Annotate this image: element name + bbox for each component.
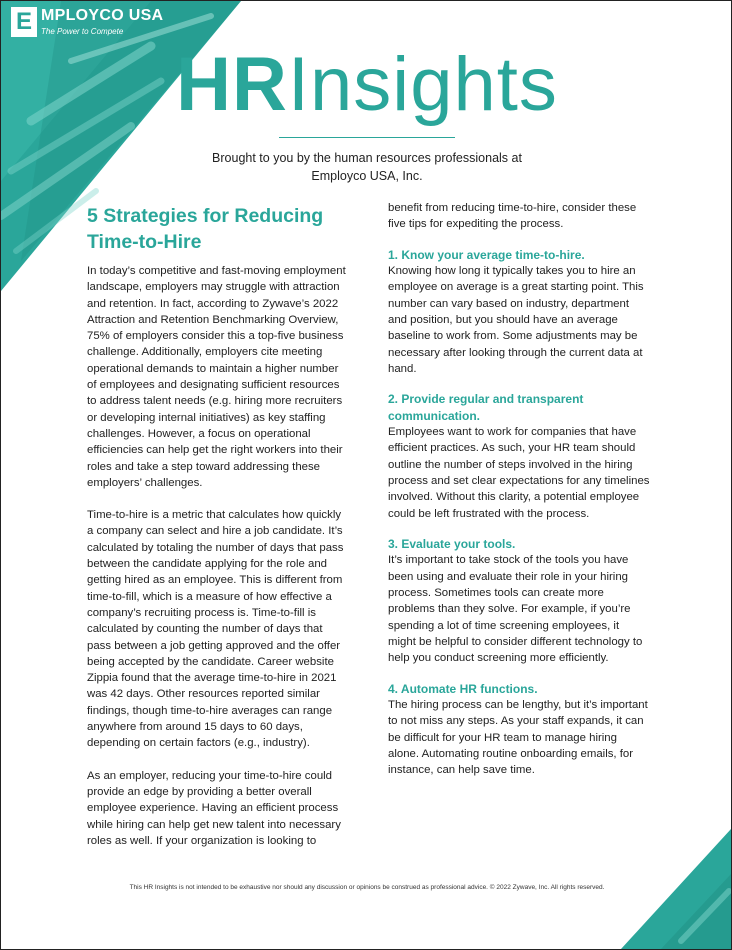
- right-column: [388, 200, 650, 779]
- logo-tagline: The Power to Compete: [41, 27, 124, 36]
- section-body: The hiring process can be lengthy, but it’s important to not miss any steps. As your staff expands, it can be difficult for your HR team to manage hiring alone. Automating routine onboarding emails, for instance, can help save time.: [388, 699, 648, 777]
- masthead-divider: [279, 137, 455, 138]
- section-heading: 4. Automate HR functions.: [388, 681, 538, 696]
- employco-logo: [11, 7, 163, 37]
- footer-disclaimer: This HR Insights is not intended to be exhaustive nor should any discussion or opinions be construed as professional advice. © 2022 Zywave, Inc. All rights reserved.: [129, 884, 605, 891]
- section-body: Knowing how long it typically takes you to hire an employee on average is a great starting point. This number can vary based on industry, department and position, but you should have an average baseline to work from. Some adjustments may be necessary after looking through the current data at hand.: [388, 265, 644, 375]
- intro-paragraph: In today’s competitive and fast-moving employment landscape, employers may struggle with attraction and retention. In fact, according to Zywave’s 2022 Attraction and Retention Benchmarking Overview, 75% of employers consider this a top-five business challenge. Additionally, employers cite meeting operational demands to maintain a higher number of employees and designating sufficient resources to address talent needs (e.g. hiring more recruiters or developing internal initiatives) as key staffing challenges. However, a focus on operational efficiencies can help get the right workers into their roles and take a step toward addressing these employers’ challenges.: [87, 265, 346, 489]
- continuation-paragraph: benefit from reducing time-to-hire, consider these five tips for expediting the process.: [388, 202, 637, 231]
- section-4: [388, 681, 650, 779]
- article-title: 5 Strategies for Reducing Time-to-Hire: [87, 205, 324, 253]
- masthead-light: Insights: [287, 42, 558, 127]
- section-body: It’s important to take stock of the tools you have been using and evaluate their role in your hiring process. Sometimes tools can create more problems than they solve. For example, if you’re spending a lot of time screening employees, it might be helpful to consider different technology to help you conduct screening more efficiently.: [388, 554, 643, 665]
- section-1: [388, 247, 650, 378]
- section-heading: 1. Know your average time-to-hire.: [388, 247, 585, 262]
- time-to-hire-paragraph: Time-to-hire is a metric that calculates how quickly a company can select and hire a job candidate. It’s calculated by totaling the number of days that pass between the candidate applying for the role and getting hired as an employee. This is different from time-to-fill, which is a measure of how effective a company’s recruiting process is. Time-to-fill is calculated by counting the number of days that pass between a job getting approved and the offer being accepted by the candidate. Career website Zippia found that the average time-to-hire in 2021 was 42 days. Other resources reported similar findings, though time-to-hire averages can range anywhere from around 15 days to 60 days, depending on certain factors (e.g., industry).: [87, 509, 344, 750]
- masthead-bold: HR: [176, 42, 288, 127]
- logo-company-name: MPLOYCO USA: [41, 7, 164, 24]
- section-body: Employees want to work for companies that have efficient practices. As such, your HR team should outline the number of steps involved in the hiring process and set clear expectations for any timelines involved. Without this clarity, a potential employee could be left frustrated with the process.: [388, 426, 650, 520]
- section-heading: 2. Provide regular and transparent communication.: [388, 392, 584, 423]
- section-2: [388, 391, 650, 522]
- byline-line-1: Brought to you by the human resources professionals at: [212, 151, 522, 165]
- employer-paragraph: As an employer, reducing your time-to-hire could provide an edge by providing a better overall employee experience. Having an efficient process while hiring can help get new talent into necessary roles as well. If your organization is looking to: [87, 769, 341, 847]
- byline-line-2: Employco USA, Inc.: [311, 169, 423, 183]
- logo-letter-mark: E: [11, 7, 37, 37]
- left-column: [87, 263, 347, 849]
- section-heading: 3. Evaluate your tools.: [388, 536, 516, 551]
- section-3: [388, 536, 650, 667]
- byline: [1, 149, 732, 185]
- masthead-title: [1, 42, 732, 127]
